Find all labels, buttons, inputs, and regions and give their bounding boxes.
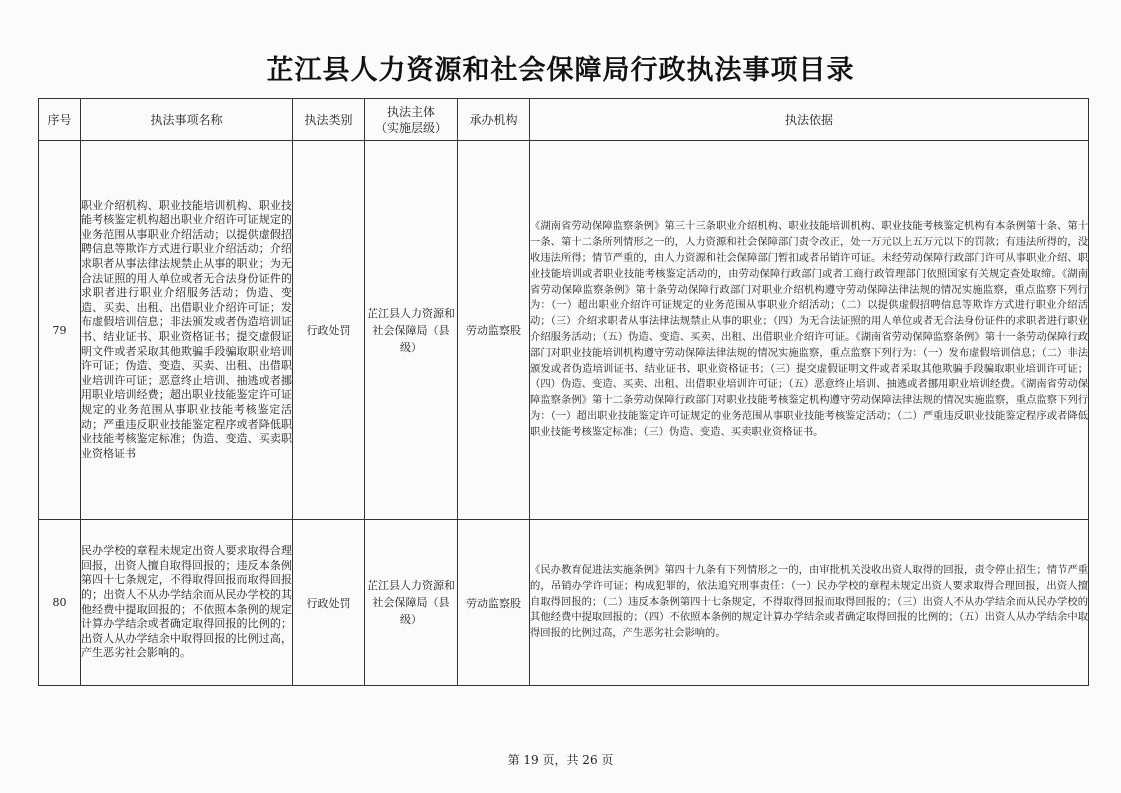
- header-subject-line2: （实施层级）: [374, 120, 447, 135]
- header-subject: [365, 99, 458, 141]
- row-category: 行政处罚: [293, 520, 365, 686]
- row-org: 劳动监察股: [458, 141, 530, 520]
- row-name: 民办学校的章程未规定出资人要求取得合理回报，出资人擅自取得回报的；违反本条例第四十七条规定，不得取得回报而取得回报的；出资人不从办学结余而从民办学校的其他经费中提取回报的；不依照本条例的规定计算办学结余或者确定取得回报的比例的；出资人从办学结余中取得回报的比例过高，产生恶劣社会影响的。: [81, 520, 293, 686]
- header-category: 执法类别: [293, 99, 365, 141]
- row-seq: 80: [39, 520, 81, 686]
- page-footer: 第 19 页，共 26 页: [507, 753, 614, 767]
- table-row: [39, 520, 1089, 686]
- table-row: [39, 141, 1089, 520]
- row-subject: 芷江县人力资源和社会保障局（县级）: [365, 141, 458, 520]
- header-basis: 执法依据: [530, 99, 1089, 141]
- header-seq: 序号: [39, 99, 81, 141]
- table-header-row: [39, 99, 1089, 141]
- row-basis: 《湖南省劳动保障监察条例》第三十三条职业介绍机构、职业技能培训机构、职业技能考核鉴定机构有本条例第十条、第十一条、第十二条所列情形之一的，人力资源和社会保障部门责令改正，处一万元以上五万元以下的罚款；有违法所得的，没收违法所得；情节严重的，由人力资源和社会保障部门暂扣或者吊销许可证。未经劳动保障行政部门许可从事职业介绍、职业技能培训或者职业技能考核鉴定活动的，由劳动保障行政部门或者工商行政管理部门依照国家有关规定查处取缔。《湖南省劳动保障监察条例》第十条劳动保障行政部门对职业介绍机构遵守劳动保障法律法规的情况实施监察，重点监察下列行为：（一）超出职业介绍许可证规定的业务范围从事职业介绍活动；（二）以提供虚假招聘信息等欺诈方式进行职业介绍活动；（三）介绍求职者从事法律法规禁止从事的职业；（四）为无合法证照的用人单位或者无合法身份证件的求职者进行职业介绍服务活动；（五）伪造、变造、买卖、出租、出借职业介绍许可证。《湖南省劳动保障监察条例》第十一条劳动保障行政部门对职业技能培训机构遵守劳动保障法律法规的情况实施监察，重点监察下列行为：（一）发布虚假培训信息；（二）非法颁发或者伪造培训证书、结业证书、职业资格证书；（三）提交虚假证明文件或者采取其他欺骗手段骗取职业培训许可证；（四）伪造、变造、买卖、出租、出借职业培训许可证；（五）恶意终止培训、抽逃或者挪用职业培训经费。《湖南省劳动保障监察条例》第十二条劳动保障行政部门对职业技能考核鉴定机构遵守劳动保障法律法规的情况实施监察，重点监察下列行为：（一）超出职业技能鉴定许可证规定的业务范围从事职业技能考核鉴定活动；（二）严重违反职业技能鉴定程序或者降低职业技能考核鉴定标准；（三）伪造、变造、买卖职业资格证书。: [530, 141, 1089, 520]
- row-subject: 芷江县人力资源和社会保障局（县级）: [365, 520, 458, 686]
- enforcement-table: [38, 98, 1089, 686]
- row-name: 职业介绍机构、职业技能培训机构、职业技能考核鉴定机构超出职业介绍许可证规定的业务范围从事职业介绍活动；以提供虚假招聘信息等欺诈方式进行职业介绍活动；介绍求职者从事法律法规禁止从事的职业；为无合法证照的用人单位或者无合法身份证件的求职者进行职业介绍服务活动；伪造、变造、买卖、出租、出借职业介绍许可证；发布虚假培训信息；非法颁发或者伪造培训证书、结业证书、职业资格证书；提交虚假证明文件或者采取其他欺骗手段骗取职业培训许可证；伪造、变造、买卖、出租、出借职业培训许可证；恶意终止培训、抽逃或者挪用职业培训经费；超出职业技能鉴定许可证规定的业务范围从事职业技能考核鉴定活动；严重违反职业技能鉴定程序或者降低职业技能考核鉴定标准；伪造、变造、买卖职业资格证书: [81, 141, 293, 520]
- row-seq: 79: [39, 141, 81, 520]
- header-subject-line1: 执法主体: [386, 104, 435, 119]
- row-basis: 《民办教育促进法实施条例》第四十九条有下列情形之一的，由审批机关没收出资人取得的回报，责令停止招生；情节严重的，吊销办学许可证；构成犯罪的，依法追究刑事责任：（一）民办学校的章程未规定出资人要求取得合理回报，出资人擅自取得回报的；（二）违反本条例第四十七条规定，不得取得回报而取得回报的；（三）出资人不从办学结余而从民办学校的其他经费中提取回报的；（四）不依照本条例的规定计算办学结余或者确定取得回报的比例的；（五）出资人从办学结余中取得回报的比例过高，产生恶劣社会影响的。: [530, 520, 1089, 686]
- row-category: 行政处罚: [293, 141, 365, 520]
- row-org: 劳动监察股: [458, 520, 530, 686]
- page-title: 芷江县人力资源和社会保障局行政执法事项目录: [266, 55, 855, 86]
- header-org: 承办机构: [458, 99, 530, 141]
- header-name: 执法事项名称: [81, 99, 293, 141]
